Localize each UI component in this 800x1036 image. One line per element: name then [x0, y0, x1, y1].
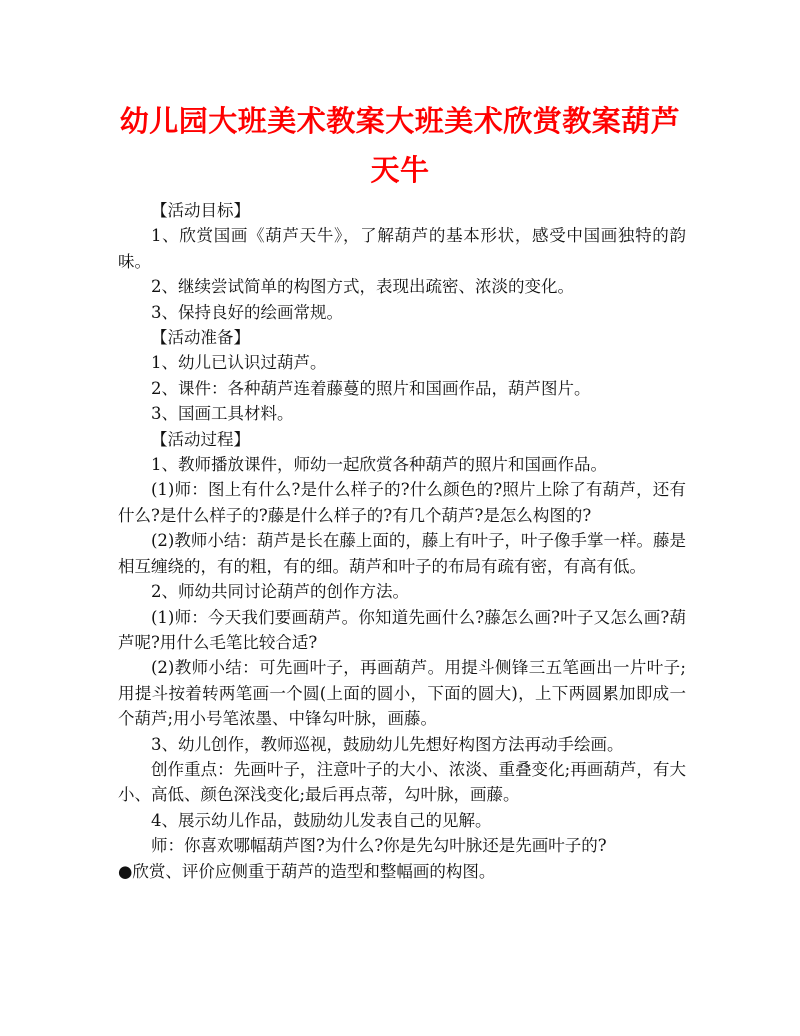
process-step-4: 4、展示幼儿作品，鼓励幼儿发表自己的见解。: [151, 810, 492, 830]
process-step-2: 2、师幼共同讨论葫芦的创作方法。: [151, 582, 409, 602]
document-title-line-1: 幼儿园大班美术教案大班美术欣赏教案葫芦: [119, 104, 681, 138]
process-step-2-summary: (2)教师小结：可先画叶子，再画葫芦。用提斗侧锋三五笔画出一片叶子;用提斗按着转两笔画一个圆(上面的圆小，下面的圆大)，上下两圆累加即成一个葫芦;用小号笔浓墨、中锋勾叶脉，画藤。: [118, 658, 686, 729]
section-heading-goals: 【活动目标】: [151, 201, 250, 220]
preparation-item-2: 2、课件：各种葫芦连着藤蔓的照片和国画作品，葫芦图片。: [151, 378, 591, 398]
process-step-1-question: (1)师：图上有什么?是什么样子的?什么颜色的?照片上除了有葫芦，还有什么?是什么样子的?藤是什么样子的?有几个葫芦?是怎么构图的?: [118, 480, 686, 525]
section-heading-process: 【活动过程】: [151, 429, 250, 449]
process-step-1-summary: (2)教师小结：葫芦是长在藤上面的，藤上有叶子，叶子像手掌一样。藤是相互缠绕的，有的粗，有的细。葫芦和叶子的布局有疏有密，有高有低。: [118, 531, 686, 576]
goal-item-2: 2、继续尝试简单的构图方式，表现出疏密、浓淡的变化。: [151, 277, 574, 297]
process-step-1: 1、教师播放课件，师幼一起欣赏各种葫芦的照片和国画作品。: [151, 455, 607, 475]
goal-item-1: 1、欣赏国画《葫芦天牛》，了解葫芦的基本形状，感受中国画独特的韵味。: [118, 226, 686, 271]
evaluation-note: ●欣赏、评价应侧重于葫芦的造型和整幅画的构图。: [118, 861, 496, 881]
process-step-3: 3、幼儿创作，教师巡视，鼓励幼儿先想好构图方法再动手绘画。: [151, 734, 624, 754]
section-heading-preparation: 【活动准备】: [151, 328, 250, 348]
preparation-item-3: 3、国画工具材料。: [151, 404, 294, 424]
process-step-4-question: 师：你喜欢哪幅葫芦图?为什么?你是先勾叶脉还是先画叶子的?: [151, 836, 607, 856]
goal-item-3: 3、保持良好的绘画常规。: [151, 302, 343, 322]
document-body: [118, 198, 686, 884]
document-title-line-2: 天牛: [370, 153, 430, 187]
creation-focus: 创作重点：先画叶子，注意叶子的大小、浓淡、重叠变化;再画葫芦，有大小、高低、颜色深浅变化;最后再点蒂，勾叶脉，画藤。: [118, 759, 686, 805]
preparation-item-1: 1、幼儿已认识过葫芦。: [151, 353, 327, 373]
process-step-2-question: (1)师：今天我们要画葫芦。你知道先画什么?藤怎么画?叶子又怎么画?葫芦呢?用什么毛笔比较合适?: [118, 607, 686, 652]
